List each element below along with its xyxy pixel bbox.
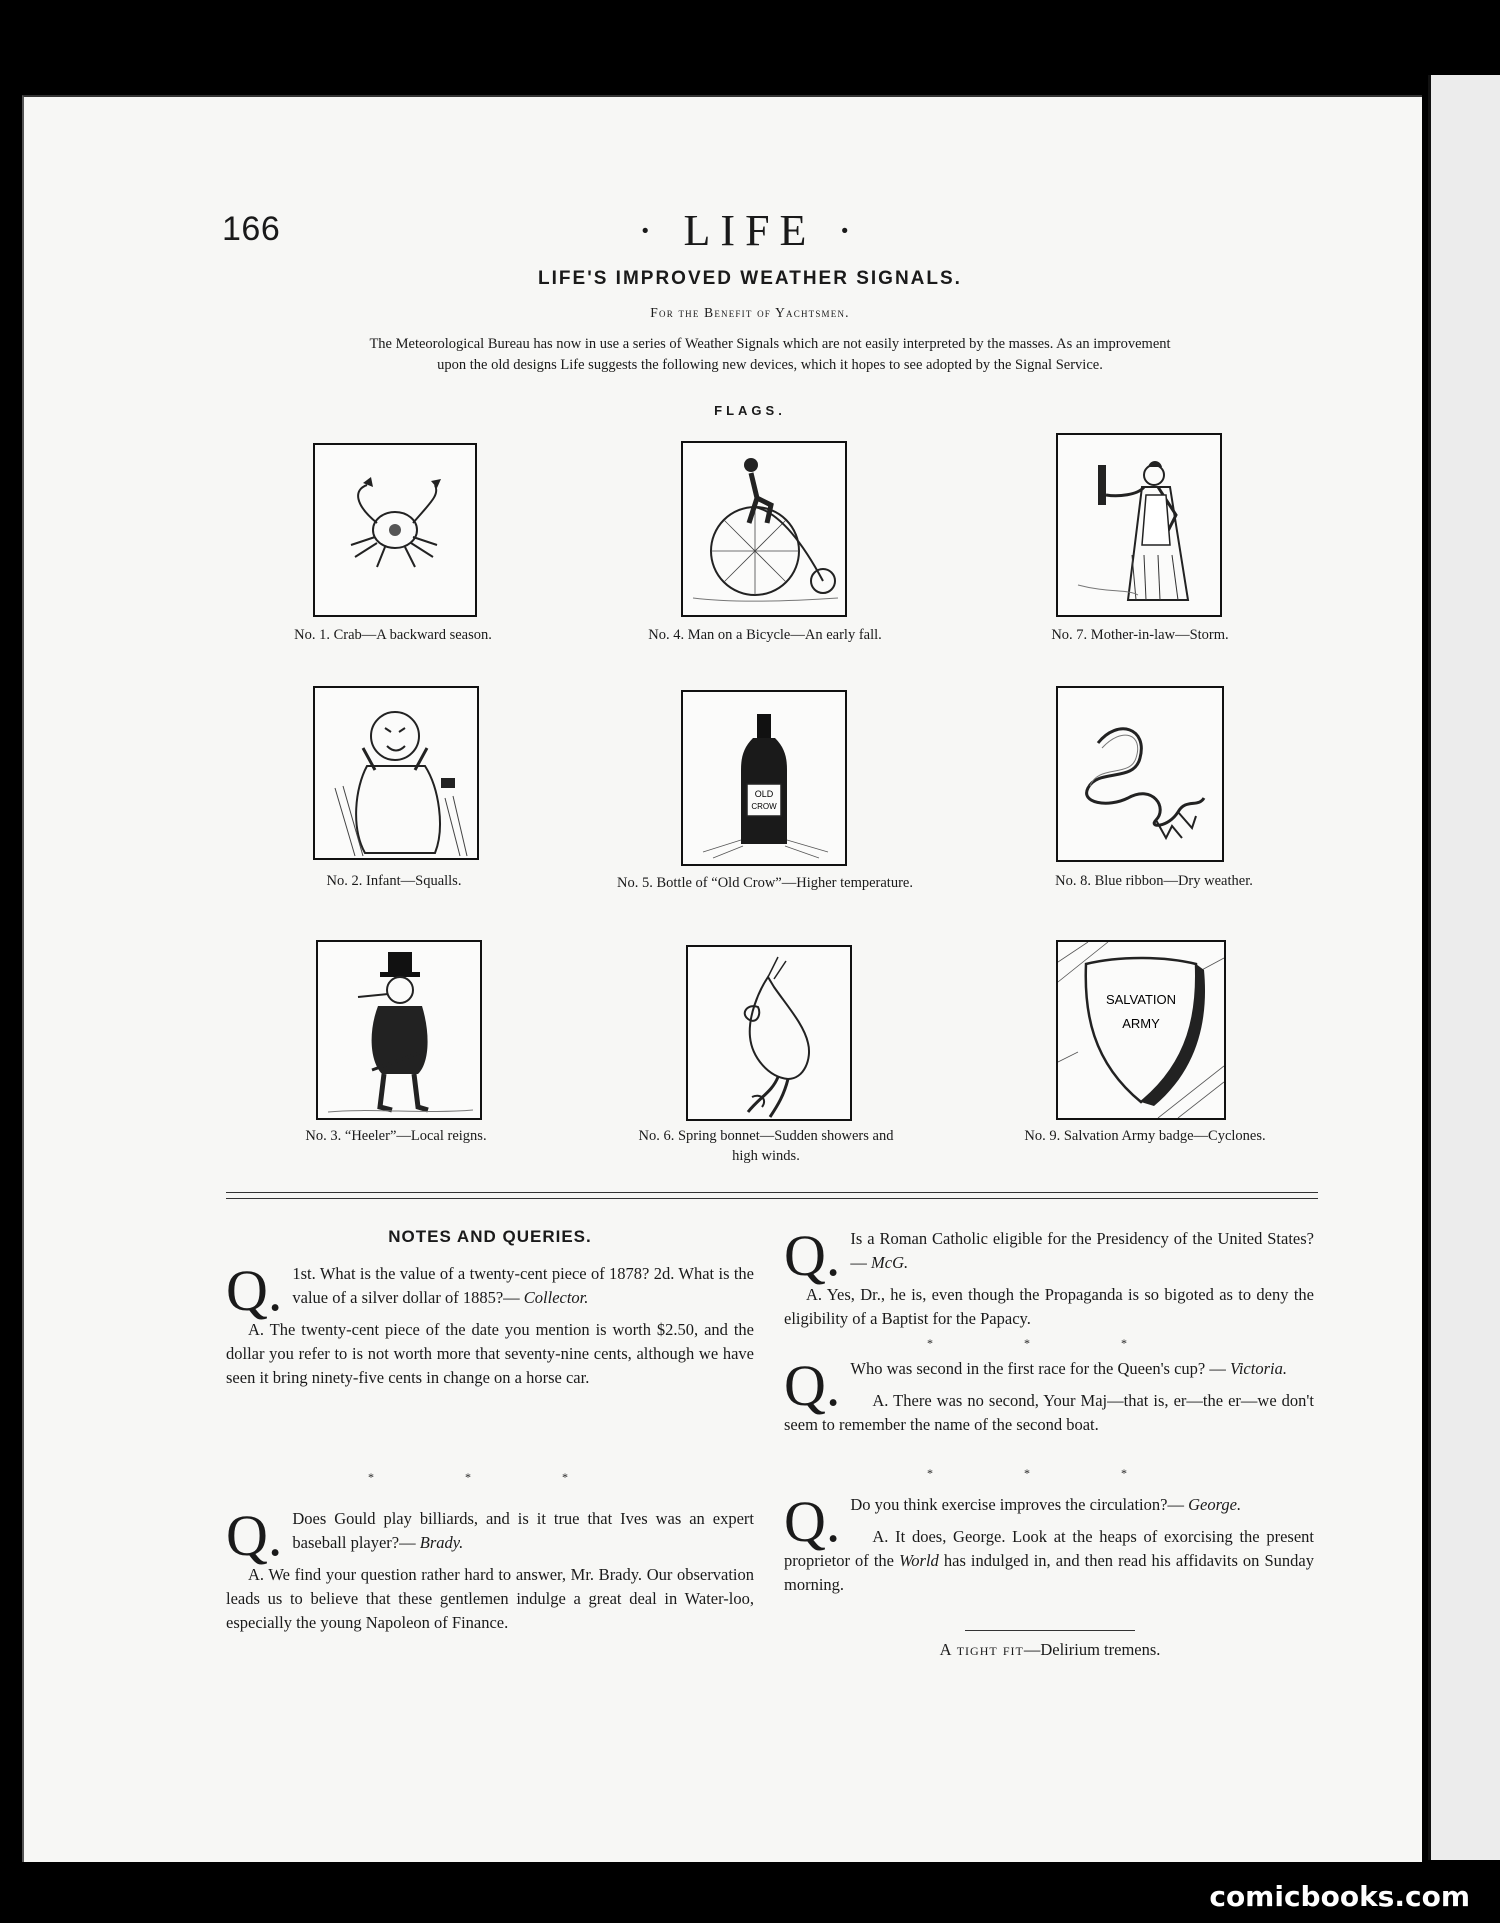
flag-caption-8: No. 8. Blue ribbon—Dry weather. xyxy=(1055,873,1253,889)
ribbon-illustration xyxy=(1056,686,1224,862)
flag-caption-7: No. 7. Mother-in-law—Storm. xyxy=(1051,627,1229,643)
q-drop-cap: Q. xyxy=(784,1489,841,1554)
flag-caption-9: No. 9. Salvation Army badge—Cyclones. xyxy=(1024,1128,1266,1144)
intro-line-1: The Meteorological Bureau has now in use a series of Weather Signals which are not easily interpreted by the masses. As an improvement xyxy=(369,336,1171,352)
query-4 xyxy=(784,1353,1314,1437)
intro-paragraph xyxy=(220,334,1320,376)
query-1-answer: A. The twenty-cent piece of the date you mention is worth $2.50, and the dollar you refer to is not worth more that seventy-nine cents, although we have seen it bring ninety-five cents in change on a horse car. xyxy=(226,1320,754,1387)
article-headline: LIFE'S IMPROVED WEATHER SIGNALS. xyxy=(538,268,962,289)
query-4-signer: Victoria. xyxy=(1229,1359,1287,1378)
query-3-answer: A. Yes, Dr., he is, even though the Propaganda is so bigoted as to deny the eligibility of a Baptist for the Papacy. xyxy=(784,1285,1314,1328)
badge-label-army: ARMY xyxy=(1122,1016,1160,1031)
query-2-question: Does Gould play billiards, and is it true that Ives was an expert baseball player?— xyxy=(292,1509,754,1552)
flag-caption-2: No. 2. Infant—Squalls. xyxy=(326,873,462,889)
q-drop-cap: Q. xyxy=(226,1503,283,1568)
badge-label-salvation: SALVATION xyxy=(1105,992,1177,1007)
mother-in-law-illustration xyxy=(1056,433,1222,617)
query-3-question: Is a Roman Catholic eligible for the Presidency of the United States?— xyxy=(850,1229,1314,1272)
flags-title: FLAGS. xyxy=(714,403,786,418)
flag-caption-6-line-1: No. 6. Spring bonnet—Sudden showers and xyxy=(638,1128,894,1144)
facing-page-edge xyxy=(1428,75,1500,1860)
query-5-answer-post: has indulged in, and then read his affidavits on Sunday morning. xyxy=(784,1551,1314,1594)
flag-caption-4: No. 4. Man on a Bicycle—An early fall. xyxy=(648,627,882,643)
flag-caption-5: No. 5. Bottle of “Old Crow”—Higher temperature. xyxy=(617,875,913,891)
q-drop-cap: Q. xyxy=(784,1353,841,1418)
query-4-question: Who was second in the first race for the Queen's cup? — xyxy=(850,1359,1226,1378)
separator-stars-2: * * * xyxy=(927,1336,1171,1350)
bonnet-illustration xyxy=(686,945,852,1121)
flag-caption-3: No. 3. “Heeler”—Local reigns. xyxy=(305,1128,487,1144)
query-5-answer-pre: A. It does, George. Look at the heaps of exorcising the present proprietor of the xyxy=(784,1527,1314,1570)
tight-fit-joke xyxy=(780,1640,1320,1660)
query-1 xyxy=(226,1258,754,1390)
article-subhead: For the Benefit of Yachtsmen. xyxy=(650,305,850,320)
query-3 xyxy=(784,1223,1314,1331)
page-number: 166 xyxy=(222,210,281,248)
separator-stars-3: * * * xyxy=(927,1466,1171,1480)
q-drop-cap: Q. xyxy=(226,1258,283,1323)
tight-fit-label: A tight fit xyxy=(939,1640,1024,1659)
notes-title: NOTES AND QUERIES. xyxy=(388,1227,592,1246)
query-1-question: 1st. What is the value of a twenty-cent piece of 1878? 2d. What is the value of a silver dollar of 1885?— xyxy=(292,1264,754,1307)
infant-illustration xyxy=(313,686,479,860)
crab-illustration xyxy=(313,443,477,617)
query-1-signer: Collector. xyxy=(523,1288,589,1307)
badge-illustration xyxy=(1056,940,1226,1120)
query-5-answer xyxy=(784,1525,1314,1597)
query-5-signer: George. xyxy=(1188,1495,1242,1514)
query-3-signer: McG. xyxy=(871,1253,909,1272)
q-drop-cap: Q. xyxy=(784,1223,841,1288)
query-5 xyxy=(784,1489,1314,1597)
heeler-illustration xyxy=(316,940,482,1120)
flag-caption-6 xyxy=(586,1126,946,1166)
tight-fit-text: —Delirium tremens. xyxy=(1023,1640,1161,1659)
bottle-illustration xyxy=(681,690,847,866)
section-divider xyxy=(226,1192,1318,1199)
query-2 xyxy=(226,1503,754,1635)
flag-caption-1: No. 1. Crab—A backward season. xyxy=(294,627,492,643)
intro-line-2: upon the old designs Life suggests the following new devices, which it hopes to see adopted by the Signal Service. xyxy=(437,357,1103,373)
query-5-question: Do you think exercise improves the circulation?— xyxy=(850,1495,1184,1514)
bottle-label-crow: CROW xyxy=(751,802,777,811)
query-5-answer-newspaper: World xyxy=(899,1551,939,1570)
flag-caption-6-line-2: high winds. xyxy=(732,1148,800,1164)
tight-fit-rule xyxy=(965,1630,1135,1631)
query-4-answer: A. There was no second, Your Maj—that is, er—the er—we don't seem to remember the name of the second boat. xyxy=(784,1391,1314,1434)
masthead: · LIFE · xyxy=(637,206,863,255)
query-2-answer: A. We find your question rather hard to answer, Mr. Brady. Our observation leads us to believe that these gentlemen indulge a great deal in Water-loo, especially the young Napoleon of Finance. xyxy=(226,1565,754,1632)
bicycle-illustration xyxy=(681,441,847,617)
query-2-signer: Brady. xyxy=(419,1533,464,1552)
separator-stars-1: * * * xyxy=(368,1470,612,1484)
bottle-label-old: OLD xyxy=(754,789,774,799)
site-watermark: comicbooks.com xyxy=(1209,1880,1470,1913)
